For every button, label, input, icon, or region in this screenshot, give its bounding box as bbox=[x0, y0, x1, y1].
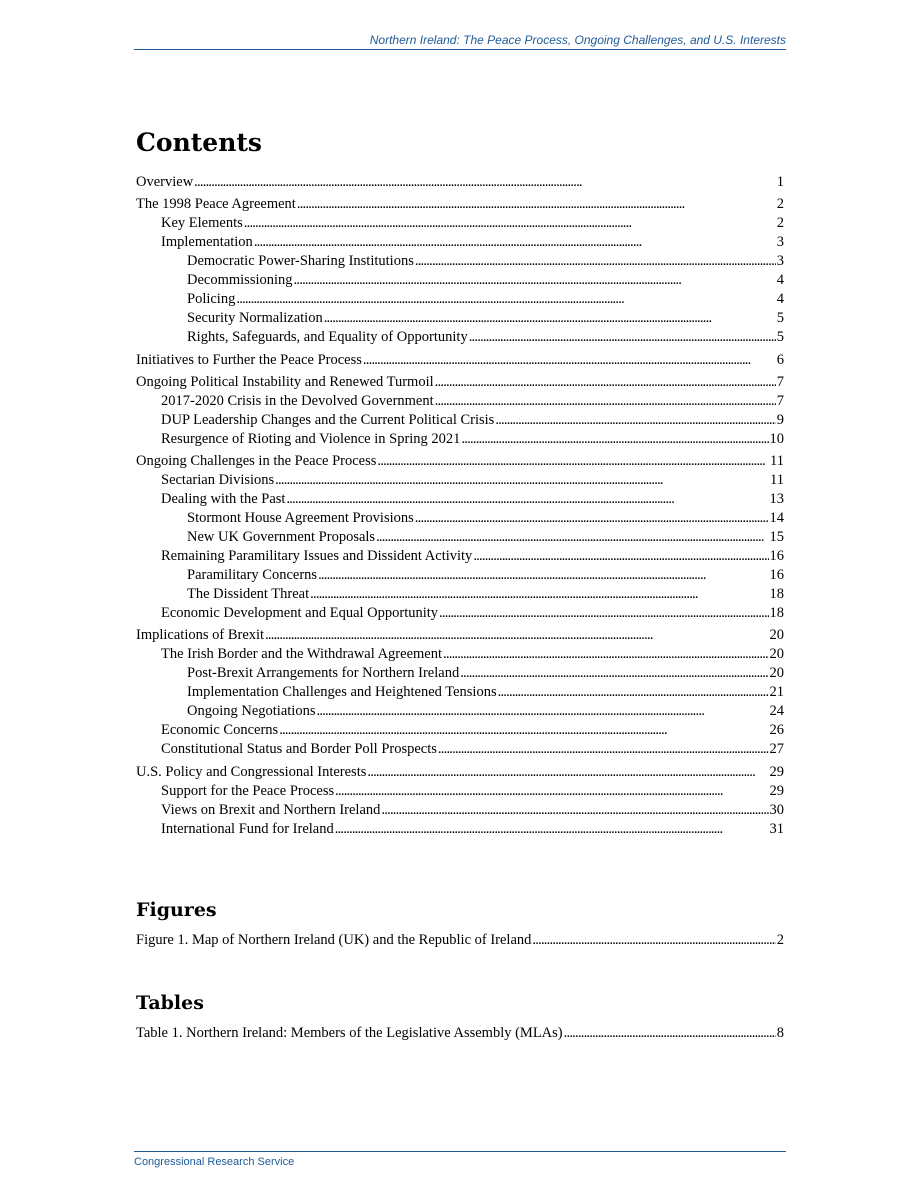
entry-title: New UK Government Proposals bbox=[187, 529, 376, 546]
table-of-contents bbox=[136, 173, 784, 839]
toc-entry[interactable] bbox=[136, 547, 784, 566]
dot-leader bbox=[318, 566, 768, 585]
entry-page-number: 31 bbox=[769, 820, 784, 837]
figures-heading: Figures bbox=[136, 899, 217, 921]
contents-heading: Contents bbox=[136, 128, 263, 157]
dot-leader bbox=[381, 801, 768, 820]
tables-heading: Tables bbox=[136, 992, 204, 1014]
entry-title: U.S. Policy and Congressional Interests bbox=[136, 763, 367, 780]
toc-entry[interactable] bbox=[136, 411, 784, 430]
entry-title: Stormont House Agreement Provisions bbox=[187, 510, 414, 527]
entry-title: Figure 1. Map of Northern Ireland (UK) and the Republic of Ireland bbox=[136, 932, 532, 948]
dot-leader bbox=[316, 702, 768, 721]
entry-title: Economic Concerns bbox=[161, 722, 279, 739]
entry-page-number: 4 bbox=[776, 272, 784, 289]
toc-entry[interactable] bbox=[136, 195, 784, 214]
entry-title: Economic Development and Equal Opportunity bbox=[161, 605, 439, 622]
toc-entry[interactable] bbox=[136, 801, 784, 820]
entry-page-number: 15 bbox=[769, 529, 784, 546]
toc-entry[interactable] bbox=[136, 721, 784, 740]
entry-title: Ongoing Negotiations bbox=[187, 703, 316, 720]
entry-page-number: 13 bbox=[769, 491, 784, 508]
dot-leader bbox=[435, 392, 776, 411]
entry-title: 2017-2020 Crisis in the Devolved Government bbox=[161, 392, 434, 409]
entry-page-number: 26 bbox=[769, 722, 784, 739]
entry-title: Resurgence of Rioting and Violence in Spring 2021 bbox=[161, 430, 461, 447]
toc-entry[interactable] bbox=[136, 782, 784, 801]
entry-page-number: 24 bbox=[769, 703, 784, 720]
toc-entry[interactable] bbox=[136, 702, 784, 721]
dot-leader bbox=[532, 931, 775, 950]
dot-leader bbox=[461, 430, 768, 449]
toc-entry[interactable] bbox=[136, 452, 784, 471]
entry-title: Implementation Challenges and Heightened Tensions bbox=[187, 684, 497, 701]
toc-entry[interactable] bbox=[136, 626, 784, 645]
entry-title: Constitutional Status and Border Poll Prospects bbox=[161, 741, 437, 758]
dot-leader bbox=[376, 528, 768, 547]
entry-page-number: 2 bbox=[776, 215, 784, 232]
entry-page-number: 8 bbox=[776, 1025, 784, 1041]
entry-title: Sectarian Divisions bbox=[161, 472, 275, 489]
entry-title: Rights, Safeguards, and Equality of Opportunity bbox=[187, 329, 468, 346]
toc-entry[interactable] bbox=[136, 509, 784, 528]
entry-title: Views on Brexit and Northern Ireland bbox=[161, 801, 381, 818]
toc-entry[interactable] bbox=[136, 290, 784, 309]
entry-title: Ongoing Challenges in the Peace Process bbox=[136, 453, 377, 470]
dot-leader bbox=[415, 509, 769, 528]
entry-page-number: 5 bbox=[776, 329, 784, 346]
dot-leader bbox=[294, 271, 776, 290]
entry-page-number: 14 bbox=[769, 510, 784, 527]
figure-entry[interactable] bbox=[136, 931, 784, 950]
entry-page-number: 16 bbox=[769, 567, 784, 584]
dot-leader bbox=[236, 290, 775, 309]
toc-entry[interactable] bbox=[136, 373, 784, 392]
entry-page-number: 6 bbox=[776, 351, 784, 368]
entry-title: The Dissident Threat bbox=[187, 586, 310, 603]
entry-title: Ongoing Political Instability and Renewed Turmoil bbox=[136, 373, 434, 390]
entry-page-number: 20 bbox=[769, 646, 784, 663]
entry-page-number: 30 bbox=[769, 801, 784, 818]
entry-title: DUP Leadership Changes and the Current Political Crisis bbox=[161, 411, 495, 428]
dot-leader bbox=[297, 195, 776, 214]
dot-leader bbox=[415, 252, 776, 271]
dot-leader bbox=[367, 763, 768, 782]
dot-leader bbox=[310, 585, 768, 604]
entry-title: Implications of Brexit bbox=[136, 627, 265, 644]
entry-title: Security Normalization bbox=[187, 310, 323, 327]
dot-leader bbox=[443, 645, 768, 664]
entry-title: The Irish Border and the Withdrawal Agreement bbox=[161, 646, 443, 663]
entry-page-number: 3 bbox=[776, 253, 784, 270]
entry-title: Key Elements bbox=[161, 215, 243, 232]
toc-entry[interactable] bbox=[136, 233, 784, 252]
entry-title: Overview bbox=[136, 174, 194, 190]
dot-leader bbox=[363, 351, 776, 370]
dot-leader bbox=[275, 471, 769, 490]
dot-leader bbox=[324, 309, 776, 328]
toc-entry[interactable] bbox=[136, 173, 784, 192]
entry-page-number: 18 bbox=[769, 605, 784, 622]
entry-page-number: 11 bbox=[770, 453, 784, 470]
entry-page-number: 5 bbox=[776, 310, 784, 327]
entry-page-number: 7 bbox=[776, 373, 784, 390]
dot-leader bbox=[377, 452, 769, 471]
dot-leader bbox=[244, 214, 776, 233]
entry-page-number: 27 bbox=[769, 741, 784, 758]
entry-page-number: 29 bbox=[769, 782, 784, 799]
entry-title: Decommissioning bbox=[187, 272, 293, 289]
entry-title: The 1998 Peace Agreement bbox=[136, 196, 296, 213]
entry-page-number: 11 bbox=[770, 472, 784, 489]
dot-leader bbox=[265, 626, 768, 645]
entry-page-number: 2 bbox=[776, 932, 784, 948]
entry-title: Table 1. Northern Ireland: Members of the Legislative Assembly (MLAs) bbox=[136, 1025, 563, 1041]
entry-title: International Fund for Ireland bbox=[161, 820, 334, 837]
toc-entry[interactable] bbox=[136, 820, 784, 839]
dot-leader bbox=[279, 721, 768, 740]
entry-page-number: 20 bbox=[769, 627, 784, 644]
entry-title: Support for the Peace Process bbox=[161, 782, 335, 799]
entry-page-number: 7 bbox=[776, 392, 784, 409]
toc-entry[interactable] bbox=[136, 214, 784, 233]
toc-entry[interactable] bbox=[136, 252, 784, 271]
toc-entry[interactable] bbox=[136, 392, 784, 411]
dot-leader bbox=[469, 328, 776, 347]
entry-page-number: 18 bbox=[769, 586, 784, 603]
table-entry[interactable] bbox=[136, 1024, 784, 1043]
entry-page-number: 3 bbox=[776, 234, 784, 251]
toc-entry[interactable] bbox=[136, 471, 784, 490]
dot-leader bbox=[498, 683, 769, 702]
dot-leader bbox=[335, 820, 769, 839]
toc-entry[interactable] bbox=[136, 604, 784, 623]
entry-title: Dealing with the Past bbox=[161, 491, 286, 508]
entry-page-number: 20 bbox=[769, 665, 784, 682]
list-of-tables bbox=[136, 1024, 784, 1043]
toc-entry[interactable] bbox=[136, 585, 784, 604]
entry-page-number: 4 bbox=[776, 291, 784, 308]
entry-page-number: 10 bbox=[769, 430, 784, 447]
entry-page-number: 29 bbox=[769, 763, 784, 780]
toc-entry[interactable] bbox=[136, 645, 784, 664]
toc-entry[interactable] bbox=[136, 351, 784, 370]
dot-leader bbox=[495, 411, 775, 430]
entry-page-number: 16 bbox=[769, 548, 784, 565]
entry-title: Initiatives to Further the Peace Process bbox=[136, 351, 362, 368]
dot-leader bbox=[254, 233, 776, 252]
toc-entry[interactable] bbox=[136, 430, 784, 449]
toc-entry[interactable] bbox=[136, 664, 784, 683]
entry-title: Post-Brexit Arrangements for Northern Ireland bbox=[187, 665, 460, 682]
entry-title: Policing bbox=[187, 291, 236, 308]
toc-entry[interactable] bbox=[136, 740, 784, 759]
toc-entry[interactable] bbox=[136, 490, 784, 509]
dot-leader bbox=[438, 740, 769, 759]
toc-entry[interactable] bbox=[136, 683, 784, 702]
dot-leader bbox=[435, 373, 776, 392]
dot-leader bbox=[335, 782, 768, 801]
entry-title: Paramilitary Concerns bbox=[187, 567, 318, 584]
entry-title: Democratic Power-Sharing Institutions bbox=[187, 253, 414, 270]
toc-entry[interactable] bbox=[136, 328, 784, 347]
entry-title: Remaining Paramilitary Issues and Dissident Activity bbox=[161, 548, 473, 565]
dot-leader bbox=[473, 547, 768, 566]
entry-title: Implementation bbox=[161, 234, 253, 251]
running-header: Northern Ireland: The Peace Process, Ongoing Challenges, and U.S. Interests bbox=[134, 32, 786, 50]
dot-leader bbox=[460, 664, 768, 683]
dot-leader bbox=[286, 490, 768, 509]
running-footer: Congressional Research Service bbox=[134, 1151, 786, 1170]
dot-leader bbox=[439, 604, 768, 623]
dot-leader bbox=[194, 173, 776, 192]
toc-entry[interactable] bbox=[136, 763, 784, 782]
toc-entry[interactable] bbox=[136, 528, 784, 547]
dot-leader bbox=[564, 1024, 776, 1043]
entry-page-number: 1 bbox=[776, 174, 784, 190]
entry-page-number: 21 bbox=[769, 684, 784, 701]
list-of-figures bbox=[136, 931, 784, 950]
entry-page-number: 9 bbox=[776, 411, 784, 428]
toc-entry[interactable] bbox=[136, 271, 784, 290]
entry-page-number: 2 bbox=[776, 196, 784, 213]
toc-entry[interactable] bbox=[136, 566, 784, 585]
toc-entry[interactable] bbox=[136, 309, 784, 328]
